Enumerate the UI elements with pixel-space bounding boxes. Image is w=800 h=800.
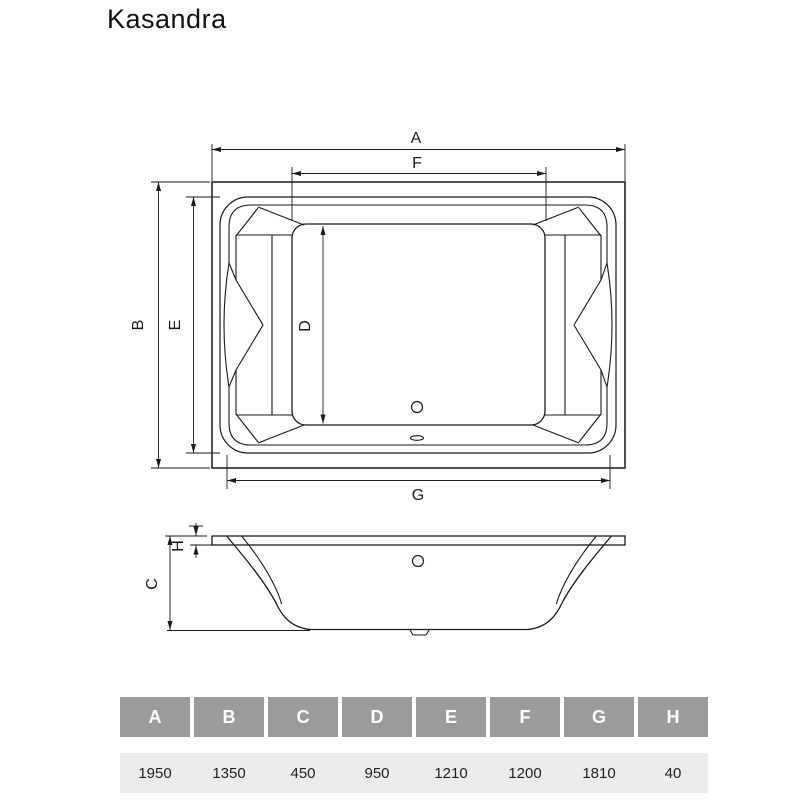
dim-label-a: A — [410, 130, 422, 147]
dim-label-b: B — [130, 319, 147, 331]
top-view — [212, 182, 625, 468]
table-header-cell: D — [342, 697, 412, 737]
dim-label-d: D — [297, 320, 314, 332]
top-view-drain-hole — [412, 402, 423, 413]
table-header-cell: H — [638, 697, 708, 737]
top-view-left-backrest — [229, 235, 292, 415]
dim-G — [227, 455, 610, 489]
table-header-cell: C — [268, 697, 338, 737]
top-view-rim-inner-bottom — [229, 387, 607, 445]
top-view-dim-labels — [130, 130, 424, 504]
top-view-left-wave — [224, 263, 229, 387]
table-value-row — [120, 753, 708, 793]
table-value-cell: 1350 — [212, 764, 246, 782]
dim-H — [189, 523, 212, 558]
side-view-dimensions — [165, 523, 212, 630]
table-value-cell: 1810 — [582, 764, 616, 782]
top-view-right-backrest — [545, 235, 607, 415]
side-view-drain-fitting — [410, 630, 429, 635]
side-view-dim-labels — [144, 540, 187, 590]
table-header-cell: F — [490, 697, 560, 737]
dimension-table — [120, 697, 708, 793]
top-view-corner-lines — [236, 207, 601, 443]
dim-E — [186, 197, 220, 453]
side-view — [167, 536, 625, 635]
table-value-cell: 1200 — [508, 764, 542, 782]
top-view-basin — [292, 224, 545, 425]
top-view-right-wave — [607, 263, 612, 387]
side-view-rim-bar — [212, 536, 625, 545]
side-view-inner-wall-left — [242, 537, 282, 605]
top-view-bottom-fitting — [411, 436, 424, 441]
table-value-cell: 450 — [290, 764, 316, 782]
dim-label-c: C — [144, 578, 161, 590]
table-header-cell: A — [120, 697, 190, 737]
table-header-cell: E — [416, 697, 486, 737]
table-header-cell: B — [194, 697, 264, 737]
dim-label-h: H — [170, 540, 187, 552]
table-value-cell: 1950 — [138, 764, 172, 782]
table-value-cell: 1210 — [434, 764, 468, 782]
side-view-inner-wall-right — [557, 537, 597, 605]
table-header-cell: G — [564, 697, 634, 737]
table-value-cell: 950 — [364, 764, 390, 782]
dim-label-f: F — [412, 155, 422, 172]
product-title: Kasandra — [107, 4, 227, 34]
side-view-body-outline — [227, 537, 611, 630]
top-view-rim-inner-top — [229, 205, 607, 263]
table-value-cell: 40 — [664, 764, 682, 782]
table-header-row — [120, 697, 708, 737]
side-view-overflow-hole — [413, 556, 424, 567]
dim-label-g: G — [411, 487, 425, 504]
dim-F — [292, 167, 546, 221]
dim-label-e: E — [167, 319, 184, 331]
